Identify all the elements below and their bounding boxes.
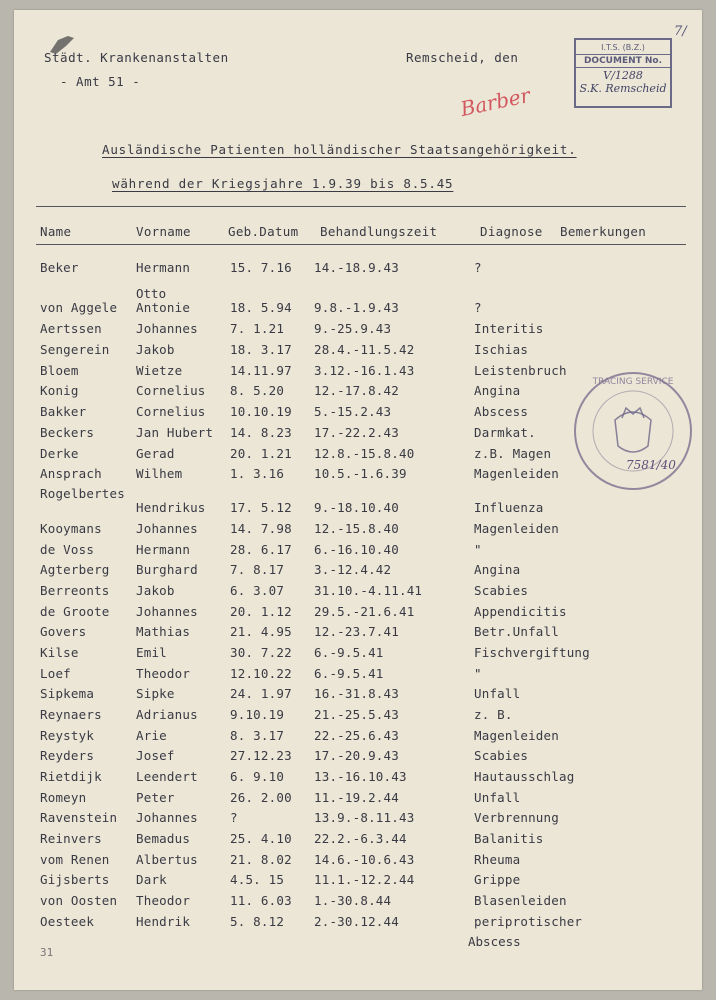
patient-name: Ansprach <box>40 466 102 481</box>
patient-name: Oesteek <box>40 914 95 929</box>
patient-name: Reynaers <box>40 707 102 722</box>
patient-birthdate: 6. 9.10 <box>230 769 285 784</box>
patient-name: Kooymans <box>40 521 102 536</box>
table-row <box>14 446 702 466</box>
patient-vorname: Burghard <box>136 562 198 577</box>
diagnosis: Scabies <box>474 583 529 598</box>
patient-vorname: Hermann <box>136 542 191 557</box>
patient-vorname: Wilhem <box>136 466 183 481</box>
table-row <box>14 342 702 362</box>
document-title: Ausländische Patienten holländischer Staatsangehörigkeit. <box>102 142 577 157</box>
treatment-period: 11.-19.2.44 <box>314 790 399 805</box>
patient-vorname: Arie <box>136 728 167 743</box>
document-page <box>14 10 702 990</box>
diagnosis: Rheuma <box>474 852 521 867</box>
patient-vorname: Jan Hubert <box>136 425 214 440</box>
diagnosis: Ischias <box>474 342 529 357</box>
diagnosis: Angina <box>474 562 521 577</box>
treatment-period: 29.5.-21.6.41 <box>314 604 415 619</box>
patient-name: Romeyn <box>40 790 87 805</box>
diagnosis: ? <box>474 260 482 275</box>
patient-name: Rietdijk <box>40 769 102 784</box>
patient-name: Reystyk <box>40 728 95 743</box>
diagnosis: Influenza <box>474 500 544 515</box>
table-row <box>14 425 702 445</box>
patient-birthdate: 20. 1.12 <box>230 604 292 619</box>
patient-birthdate: 24. 1.97 <box>230 686 292 701</box>
stamp-line-1: I.T.S. (B.Z.) <box>601 43 645 52</box>
table-row <box>14 666 702 686</box>
patient-vorname: Dark <box>136 872 167 887</box>
patient-vorname: Johannes <box>136 321 198 336</box>
patient-birthdate: 10.10.19 <box>230 404 292 419</box>
seal-reference: 7581/40 <box>626 458 676 472</box>
diagnosis: Magenleiden <box>474 521 559 536</box>
treatment-period: 12.8.-15.8.40 <box>314 446 415 461</box>
patient-birthdate: 8. 5.20 <box>230 383 285 398</box>
treatment-period: 2.-30.12.44 <box>314 914 399 929</box>
institution-header: Städt. Krankenanstalten <box>44 50 229 65</box>
patient-name: Berreonts <box>40 583 110 598</box>
treatment-period: 5.-15.2.43 <box>314 404 392 419</box>
document-subtitle: während der Kriegsjahre 1.9.39 bis 8.5.45 <box>112 176 454 191</box>
table-row <box>14 686 702 706</box>
patient-vorname: Jakob <box>136 583 175 598</box>
treatment-period: 17.-22.2.43 <box>314 425 399 440</box>
patient-birthdate: 9.10.19 <box>230 707 285 722</box>
patient-name: von Aggele <box>40 300 118 315</box>
patient-birthdate: 14. 7.98 <box>230 521 292 536</box>
patient-name: Bloem <box>40 363 79 378</box>
table-row <box>14 790 702 810</box>
diagnosis: Magenleiden <box>474 728 559 743</box>
patient-name: Bakker <box>40 404 87 419</box>
table-row <box>14 383 702 403</box>
diagnosis: Appendicitis <box>474 604 567 619</box>
diagnosis: Magenleiden <box>474 466 559 481</box>
patient-birthdate: 18. 5.94 <box>230 300 292 315</box>
table-row <box>14 893 702 913</box>
patient-vorname: Josef <box>136 748 175 763</box>
table-row <box>14 363 702 383</box>
patient-name: vom Renen <box>40 852 110 867</box>
treatment-period: 31.10.-4.11.41 <box>314 583 423 598</box>
treatment-period: 22.-25.6.43 <box>314 728 399 743</box>
patient-birthdate: 25. 4.10 <box>230 831 292 846</box>
table-row <box>14 404 702 424</box>
patient-birthdate: 20. 1.21 <box>230 446 292 461</box>
diagnosis: Darmkat. <box>474 425 536 440</box>
table-row <box>14 645 702 665</box>
patient-vorname: Cornelius <box>136 383 206 398</box>
treatment-period: 12.-17.8.42 <box>314 383 399 398</box>
patient-name: Gijsberts <box>40 872 110 887</box>
patient-birthdate: 5. 8.12 <box>230 914 285 929</box>
treatment-period: 13.9.-8.11.43 <box>314 810 415 825</box>
treatment-period: 3.-12.4.42 <box>314 562 392 577</box>
treatment-period: 11.1.-12.2.44 <box>314 872 415 887</box>
diagnosis: Leistenbruch <box>474 363 567 378</box>
patient-vorname: Theodor <box>136 893 191 908</box>
patient-birthdate: 12.10.22 <box>230 666 292 681</box>
vorname-continuation: Otto <box>136 286 167 301</box>
table-row <box>14 769 702 789</box>
department-header: - Amt 51 - <box>60 74 141 89</box>
table-row <box>14 707 702 727</box>
patient-name: Reinvers <box>40 831 102 846</box>
table-row <box>14 500 702 520</box>
bottom-margin-mark: 31 <box>40 946 54 959</box>
page-number: 7/ <box>674 24 687 39</box>
diagnosis: periprotischer <box>474 914 583 929</box>
patient-birthdate: 27.12.23 <box>230 748 292 763</box>
patient-vorname: Emil <box>136 645 167 660</box>
diagnosis: Abscess <box>474 404 529 419</box>
column-header-name: Name <box>40 224 72 239</box>
patient-name: Rogelbertes <box>40 486 125 501</box>
patient-birthdate: 21. 4.95 <box>230 624 292 639</box>
patient-birthdate: 7. 1.21 <box>230 321 285 336</box>
patient-vorname: Hermann <box>136 260 191 275</box>
patient-vorname: Johannes <box>136 810 198 825</box>
patient-birthdate: 6. 3.07 <box>230 583 285 598</box>
column-header-geb: Geb.Datum <box>228 224 299 239</box>
treatment-period: 6.-9.5.41 <box>314 645 384 660</box>
patient-name: Konig <box>40 383 79 398</box>
table-top-rule <box>36 206 686 207</box>
table-row <box>14 728 702 748</box>
treatment-period: 6.-16.10.40 <box>314 542 399 557</box>
treatment-period: 16.-31.8.43 <box>314 686 399 701</box>
table-row <box>14 521 702 541</box>
patient-vorname: Wietze <box>136 363 183 378</box>
table-row <box>14 748 702 768</box>
treatment-period: 1.-30.8.44 <box>314 893 392 908</box>
document-stamp <box>574 38 672 108</box>
patient-birthdate: 11. 6.03 <box>230 893 292 908</box>
red-handwritten-note: Barber <box>458 82 533 122</box>
patient-name: de Voss <box>40 542 95 557</box>
treatment-period: 21.-25.5.43 <box>314 707 399 722</box>
diagnosis: Unfall <box>474 790 521 805</box>
patient-name: Derke <box>40 446 79 461</box>
treatment-period: 10.5.-1.6.39 <box>314 466 407 481</box>
diagnosis: Fischvergiftung <box>474 645 590 660</box>
patient-vorname: Hendrikus <box>136 500 206 515</box>
patient-birthdate: 30. 7.22 <box>230 645 292 660</box>
patient-birthdate: 14. 8.23 <box>230 425 292 440</box>
table-row <box>14 321 702 341</box>
treatment-period: 13.-16.10.43 <box>314 769 407 784</box>
diagnosis: " <box>474 542 482 557</box>
diagnosis: Betr.Unfall <box>474 624 559 639</box>
table-row <box>14 852 702 872</box>
patient-vorname: Peter <box>136 790 175 805</box>
column-header-vorname: Vorname <box>136 224 191 239</box>
table-header-rule <box>36 244 686 245</box>
treatment-period: 12.-15.8.40 <box>314 521 399 536</box>
patient-vorname: Cornelius <box>136 404 206 419</box>
stamp-line-2: DOCUMENT No. <box>576 54 670 68</box>
patient-vorname: Bemadus <box>136 831 191 846</box>
patient-name: Beker <box>40 260 79 275</box>
table-row <box>14 831 702 851</box>
treatment-period: 12.-23.7.41 <box>314 624 399 639</box>
table-row <box>14 810 702 830</box>
table-row <box>14 624 702 644</box>
patient-vorname: Gerad <box>136 446 175 461</box>
treatment-period: 22.2.-6.3.44 <box>314 831 407 846</box>
patient-name: Reyders <box>40 748 95 763</box>
table-row <box>14 604 702 624</box>
patient-name: Aertssen <box>40 321 102 336</box>
patient-vorname: Leendert <box>136 769 198 784</box>
patient-vorname: Johannes <box>136 604 198 619</box>
patient-birthdate: 26. 2.00 <box>230 790 292 805</box>
diagnosis: ? <box>474 300 482 315</box>
treatment-period: 14.6.-10.6.43 <box>314 852 415 867</box>
patient-name: Kilse <box>40 645 79 660</box>
patient-vorname: Jakob <box>136 342 175 357</box>
svg-text:TRACING SERVICE: TRACING SERVICE <box>592 377 674 387</box>
patient-birthdate: 21. 8.02 <box>230 852 292 867</box>
patient-name: Beckers <box>40 425 95 440</box>
treatment-period: 6.-9.5.41 <box>314 666 384 681</box>
table-row <box>14 466 702 486</box>
diagnosis: Blasenleiden <box>474 893 567 908</box>
patient-vorname: Theodor <box>136 666 191 681</box>
patient-birthdate: 7. 8.17 <box>230 562 285 577</box>
diagnosis: z. B. <box>474 707 513 722</box>
patient-birthdate: 1. 3.16 <box>230 466 285 481</box>
patient-birthdate: 4.5. 15 <box>230 872 285 887</box>
patient-birthdate: 28. 6.17 <box>230 542 292 557</box>
patient-birthdate: 8. 3.17 <box>230 728 285 743</box>
patient-name: Ravenstein <box>40 810 118 825</box>
patient-vorname: Johannes <box>136 521 198 536</box>
patient-vorname: Albertus <box>136 852 198 867</box>
stamp-line-3: V/1288 <box>603 69 643 82</box>
patient-name: Sengerein <box>40 342 110 357</box>
treatment-period: 14.-18.9.43 <box>314 260 399 275</box>
diagnosis: Scabies <box>474 748 529 763</box>
patient-vorname: Hendrik <box>136 914 191 929</box>
treatment-period: 28.4.-11.5.42 <box>314 342 415 357</box>
treatment-period: 9.-18.10.40 <box>314 500 399 515</box>
table-row <box>14 872 702 892</box>
table-row <box>14 914 702 934</box>
diagnosis: Balanitis <box>474 831 544 846</box>
diagnosis: Verbrennung <box>474 810 559 825</box>
diagnosis: Angina <box>474 383 521 398</box>
table-row <box>14 583 702 603</box>
patient-vorname: Adrianus <box>136 707 198 722</box>
treatment-period: 9.8.-1.9.43 <box>314 300 399 315</box>
patient-name: Sipkema <box>40 686 95 701</box>
table-row <box>14 300 702 320</box>
column-header-diagnose: Diagnose <box>480 224 543 239</box>
column-header-bemerkungen: Bemerkungen <box>560 224 647 239</box>
patient-birthdate: ? <box>230 810 238 825</box>
diagnosis: Grippe <box>474 872 521 887</box>
patient-vorname: Sipke <box>136 686 175 701</box>
patient-birthdate: 17. 5.12 <box>230 500 292 515</box>
patient-name: von Oosten <box>40 893 118 908</box>
place-date-header: Remscheid, den <box>406 50 519 65</box>
patient-vorname: Antonie <box>136 300 191 315</box>
column-header-beh: Behandlungszeit <box>320 224 438 239</box>
patient-name: de Groote <box>40 604 110 619</box>
treatment-period: 9.-25.9.43 <box>314 321 392 336</box>
patient-birthdate: 14.11.97 <box>230 363 292 378</box>
diagnosis: z.B. Magen <box>474 446 552 461</box>
patient-name: Govers <box>40 624 87 639</box>
stamp-line-4: S.K. Remscheid <box>579 82 667 95</box>
table-row <box>14 260 702 280</box>
treatment-period: 3.12.-16.1.43 <box>314 363 415 378</box>
patient-birthdate: 18. 3.17 <box>230 342 292 357</box>
treatment-period: 17.-20.9.43 <box>314 748 399 763</box>
table-row <box>14 542 702 562</box>
patient-vorname: Mathias <box>136 624 191 639</box>
table-row <box>14 562 702 582</box>
diagnosis: Interitis <box>474 321 544 336</box>
patient-birthdate: 15. 7.16 <box>230 260 292 275</box>
diagnosis: " <box>474 666 482 681</box>
diagnosis: Hautausschlag <box>474 769 575 784</box>
patient-name: Agterberg <box>40 562 110 577</box>
patient-name: Loef <box>40 666 71 681</box>
diagnosis: Unfall <box>474 686 521 701</box>
diagnose-continuation: Abscess <box>468 934 521 949</box>
